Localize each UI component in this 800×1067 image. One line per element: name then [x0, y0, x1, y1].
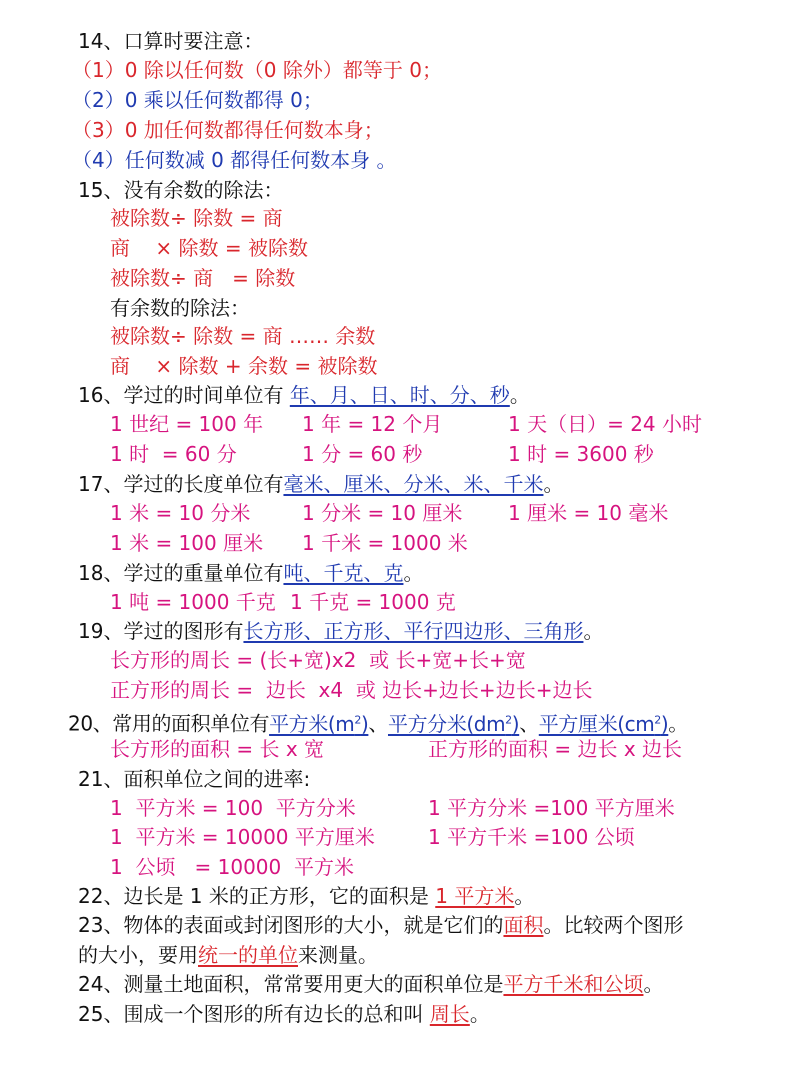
item-23-prefix: 23、物体的表面或封闭图形的大小，就是它们的: [78, 913, 504, 937]
item-24-prefix: 24、测量土地面积，常常要用更大的面积单位是: [78, 972, 504, 996]
length-conversion-4: 1 米 = 100 厘米: [110, 531, 264, 555]
item-24: [78, 970, 663, 998]
item-14-title: 14、口算时要注意：: [78, 29, 264, 53]
length-conversion-5: 1 千米 = 1000 米: [302, 531, 468, 555]
area-rate-1: 1 平方米 = 100 平方分米: [110, 796, 356, 820]
shape-names: 长方形、正方形、平行四边形、三角形: [243, 619, 584, 643]
item-22-answer: 1 平方米: [435, 884, 515, 908]
item-24-answer: 平方千米和公顷: [503, 972, 644, 996]
item-14-rule-2: （2）0 乘以任何数都得 0；: [72, 88, 323, 112]
item-24-suffix: 。: [643, 972, 664, 996]
remainder-formula-2: 商 × 除数 + 余数 = 被除数: [110, 354, 378, 378]
item-17-prefix: 17、学过的长度单位有: [78, 472, 284, 496]
time-conversion-minute: 1 分 = 60 秒: [302, 442, 423, 466]
time-units: 年、月、日、时、分、秒: [289, 383, 510, 407]
item-15-title: 15、没有余数的除法：: [78, 178, 284, 202]
item-14-rule-1: （1）0 除以任何数（0 除外）都等于 0；: [72, 58, 442, 82]
item-17-title: [78, 470, 563, 498]
area-unit-square-meter: 平方米$(m^2)$: [269, 711, 369, 736]
square-area-formula: 正方形的面积 = 边长 x 边长: [428, 737, 683, 761]
length-conversion-2: 1 分米 = 10 厘米: [302, 501, 463, 525]
item-19-title: [78, 617, 603, 645]
item-23-mid: 。比较两个图形: [543, 913, 684, 937]
item-23-answer: 面积: [503, 913, 544, 937]
item-21-title: 21、面积单位之间的进率:: [78, 767, 311, 791]
rectangle-perimeter-formula: 长方形的周长 = (长+宽)x2 或 长+宽+长+宽: [110, 648, 526, 672]
time-conversion-century: 1 世纪 = 100 年: [110, 412, 264, 436]
division-formula-3: 被除数÷ 商 = 除数: [110, 266, 296, 290]
square-perimeter-formula: 正方形的周长 = 边长 x4 或 边长+边长+边长+边长: [110, 678, 593, 702]
time-conversion-year: 1 年 = 12 个月: [302, 412, 443, 436]
item-22-prefix: 22、边长是 1 米的正方形，它的面积是: [78, 884, 436, 908]
item-23-line-2-prefix: 的大小，要用: [78, 943, 198, 967]
weight-conversion-2: 1 千克 = 1000 克: [290, 590, 456, 614]
item-14-rule-3: （3）0 加任何数都得任何数本身；: [72, 118, 384, 142]
remainder-formula-1: 被除数÷ 除数 = 商 …… 余数: [110, 324, 376, 348]
item-17-suffix: 。: [543, 472, 564, 496]
weight-units: 吨、千克、克: [283, 561, 404, 585]
area-unit-square-decimeter: 平方分米$(dm^2)$: [387, 711, 520, 736]
item-22: [78, 882, 534, 910]
area-rate-5: 1 公顷 = 10000 平方米: [110, 855, 354, 879]
item-19-prefix: 19、学过的图形有: [78, 619, 244, 643]
weight-conversion-1: 1 吨 = 1000 千克: [110, 590, 276, 614]
division-formula-2: 商 × 除数 = 被除数: [110, 236, 309, 260]
length-conversion-1: 1 米 = 10 分米: [110, 501, 251, 525]
time-conversion-hour-seconds: 1 时 = 3600 秒: [508, 442, 654, 466]
length-conversion-3: 1 厘米 = 10 毫米: [508, 501, 669, 525]
item-23-line-2: [78, 941, 378, 969]
item-23-line-2-suffix: 来测量。: [298, 943, 378, 967]
item-20-suffix: 。: [668, 711, 688, 736]
time-conversion-hour-minutes: 1 时 = 60 分: [110, 442, 237, 466]
time-conversion-day: 1 天（日）= 24 小时: [508, 412, 703, 436]
division-formula-1: 被除数÷ 除数 = 商: [110, 206, 283, 230]
area-unit-square-centimeter: 平方厘米$(cm^2)$: [538, 711, 669, 736]
item-19-suffix: 。: [583, 619, 604, 643]
item-18-title: [78, 559, 423, 587]
item-25: [78, 1000, 490, 1028]
item-18-suffix: 。: [403, 561, 424, 585]
item-16-prefix: 16、学过的时间单位有: [78, 383, 290, 407]
item-22-suffix: 。: [514, 884, 535, 908]
item-25-prefix: 25、围成一个图形的所有边长的总和叫: [78, 1002, 430, 1026]
area-rate-4: 1 平方千米 =100 公顷: [428, 825, 635, 849]
item-16-title: [78, 381, 530, 409]
item-23-line-1: [78, 911, 683, 939]
item-20-title: 20、常用的面积单位有平方米$(m^2)$、平方分米$(dm^2)$、平方厘米$(cm^2)$。: [68, 711, 688, 736]
length-units: 毫米、厘米、分米、米、千米: [283, 472, 544, 496]
item-20-prefix: 20、常用的面积单位有: [68, 711, 270, 736]
rectangle-area-formula: 长方形的面积 = 长 x 宽: [110, 737, 325, 761]
item-18-prefix: 18、学过的重量单位有: [78, 561, 284, 585]
item-16-suffix: 。: [509, 383, 530, 407]
item-25-suffix: 。: [469, 1002, 490, 1026]
area-rate-3: 1 平方米 = 10000 平方厘米: [110, 825, 375, 849]
area-rate-2: 1 平方分米 =100 平方厘米: [428, 796, 675, 820]
item-25-answer: 周长: [429, 1002, 470, 1026]
item-14-rule-4: （4）任何数减 0 都得任何数本身 。: [72, 148, 397, 172]
item-23-answer-2: 统一的单位: [198, 943, 298, 967]
remainder-division-subtitle: 有余数的除法：: [110, 296, 250, 320]
